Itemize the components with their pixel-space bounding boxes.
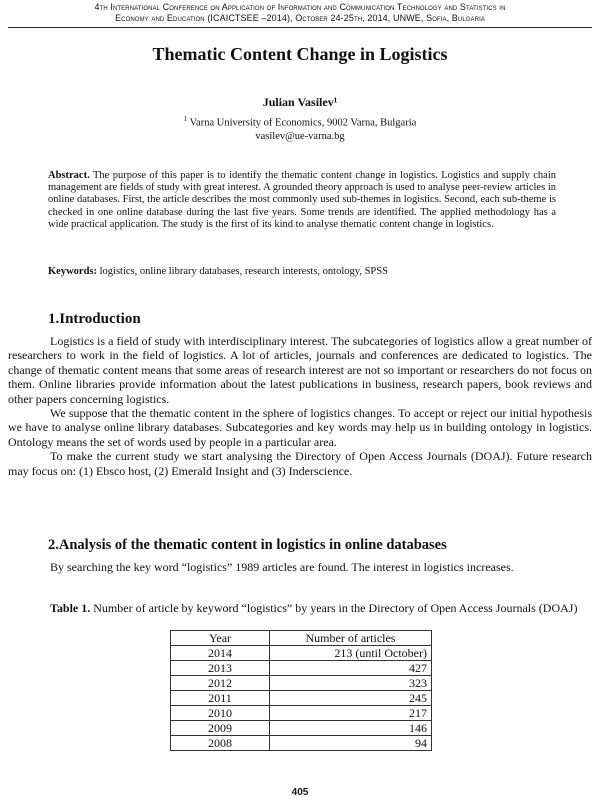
keywords-text: logistics, online library databases, research interests, ontology, SPSS bbox=[97, 266, 388, 277]
table-row bbox=[171, 706, 432, 721]
conference-header bbox=[0, 2, 600, 24]
table-cell-count: 94 bbox=[270, 736, 432, 751]
table-cell-year: 2010 bbox=[171, 706, 270, 721]
table-1-caption bbox=[8, 601, 592, 615]
affiliation bbox=[0, 113, 600, 143]
table-cell-year: 2014 bbox=[171, 646, 270, 661]
table-cell-count: 323 bbox=[270, 676, 432, 691]
conference-header-line-2: Economy and Education (ICAICTSEE –2014), October 24-25th, 2014, UNWE, Sofia, Bulgaria bbox=[115, 13, 485, 23]
section-1-body bbox=[8, 334, 592, 478]
table-row bbox=[171, 676, 432, 691]
author-name: Julian Vasilev¹ bbox=[262, 95, 338, 109]
table-cell-count: 245 bbox=[270, 691, 432, 706]
table-header-articles: Number of articles bbox=[270, 631, 432, 646]
table-row bbox=[171, 736, 432, 751]
table-cell-year: 2009 bbox=[171, 721, 270, 736]
table-cell-year: 2013 bbox=[171, 661, 270, 676]
paragraph: To make the current study we start analysing the Directory of Open Access Journals (DOAJ). Future research may focus on: (1) Ebsco host, (2) Emerald Insight and (3) Inderscience. bbox=[8, 449, 592, 478]
table-1-label: Table 1. bbox=[50, 601, 91, 615]
author-email: vasilev@ue-varna.bg bbox=[255, 130, 345, 142]
table-1 bbox=[170, 630, 432, 751]
table-header-year: Year bbox=[171, 631, 270, 646]
paper-title: Thematic Content Change in Logistics bbox=[152, 44, 448, 64]
abstract-text: The purpose of this paper is to identify the thematic content change in logistics. Logistics and supply chain management are fields of study with great interest. A grounded theory approach is used to analyse peer-review articles in online databases. First, the article describes the most commonly used sub-themes in logistics. Second, each sub-theme is checked in one online database during the last five years. Some trends are identified. The applied methodology has a wide practical application. The study is the first of its kind to analyse thematic content change in logistics. bbox=[48, 170, 556, 230]
table-row bbox=[171, 691, 432, 706]
table-cell-count: 427 bbox=[270, 661, 432, 676]
table-row bbox=[171, 721, 432, 736]
table-row bbox=[171, 661, 432, 676]
section-1-heading: 1.Introduction bbox=[48, 311, 141, 327]
paragraph: We suppose that the thematic content in the sphere of logistics changes. To accept or reject our initial hypothesis we have to analyse online library databases. Subcategories and key words may help us in building ontology in logistics. Ontology means the set of words used by people in a particular area. bbox=[8, 406, 592, 449]
affiliation-marker: 1 bbox=[183, 115, 188, 123]
keywords-label: Keywords: bbox=[48, 266, 97, 277]
section-2-paragraph: By searching the key word “logistics” 1989 articles are found. The interest in logistics increases. bbox=[50, 560, 514, 574]
header-rule bbox=[8, 27, 592, 28]
table-cell-year: 2008 bbox=[171, 736, 270, 751]
table-cell-count: 146 bbox=[270, 721, 432, 736]
affiliation-institution: Varna University of Economics, 9002 Varna, Bulgaria bbox=[187, 117, 417, 129]
table-cell-count: 213 (until October) bbox=[270, 646, 432, 661]
table-cell-year: 2011 bbox=[171, 691, 270, 706]
table-cell-year: 2012 bbox=[171, 676, 270, 691]
conference-header-line-1: 4th International Conference on Application of Information and Communication Technology and Statistics in bbox=[94, 2, 506, 12]
table-header-row bbox=[171, 631, 432, 646]
keywords bbox=[48, 266, 556, 277]
abstract bbox=[48, 170, 556, 231]
table-cell-count: 217 bbox=[270, 706, 432, 721]
table-row bbox=[171, 646, 432, 661]
paragraph: Logistics is a field of study with interdisciplinary interest. The subcategories of logistics allow a great number of researchers to work in the field of logistics. A lot of articles, journals and conferences are dedicated to logistics. The change of thematic content means that some areas of research interest are not so important or researchers do not focus on them. Online libraries provide information about the latest publications in business, research papers, book reviews and other papers concerning logistics. bbox=[8, 334, 592, 406]
table-1-caption-text: Number of article by keyword “logistics” by years in the Directory of Open Access Journals (DOAJ) bbox=[90, 601, 578, 615]
abstract-label: Abstract. bbox=[48, 170, 90, 181]
section-2-heading: 2.Analysis of the thematic content in logistics in online databases bbox=[48, 537, 447, 553]
page-number: 405 bbox=[291, 787, 309, 798]
